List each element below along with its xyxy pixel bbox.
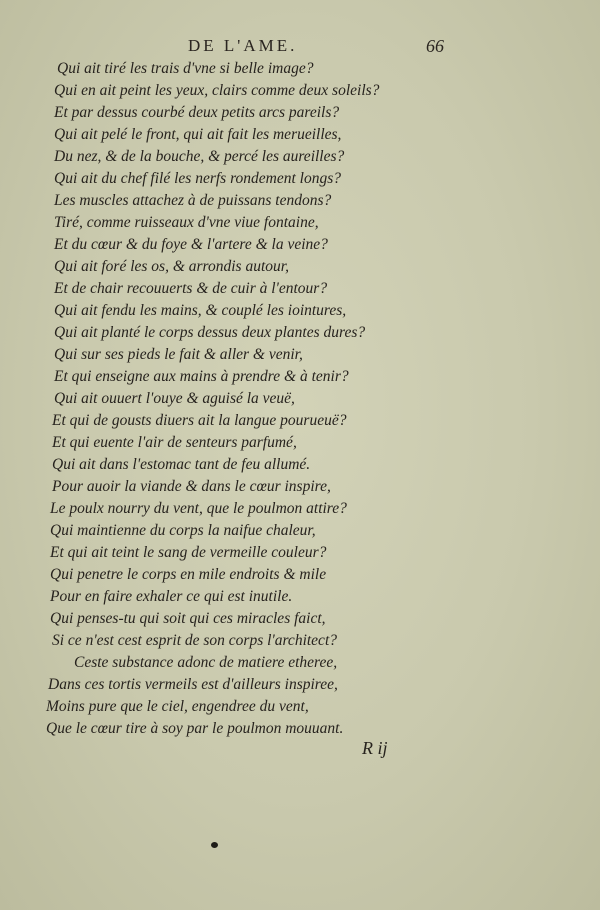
- verse-line: Qui ait du chef filé les nerfs rondement longs?: [54, 170, 341, 187]
- page-number: 66: [426, 36, 444, 56]
- verse-line: Tiré, comme ruisseaux d'vne viue fontaine,: [54, 214, 319, 231]
- verse-line: Et par dessus courbé deux petits arcs pareils?: [54, 104, 340, 121]
- verse-line: Du nez, & de la bouche, & percé les aureilles?: [54, 148, 345, 165]
- page-header: [0, 36, 600, 60]
- verse-line: Qui ait dans l'estomac tant de feu allumé.: [52, 456, 311, 473]
- verse-line: Et du cœur & du foye & l'artere & la veine?: [54, 236, 328, 253]
- verse-line: Moins pure que le ciel, engendree du vent,: [46, 698, 309, 715]
- verse-line: Et de chair recouuerts & de cuir à l'entour?: [54, 280, 328, 297]
- verse-line: Qui sur ses pieds le fait & aller & venir,: [54, 346, 303, 363]
- verse-line: Qui ait foré les os, & arrondis autour,: [54, 258, 289, 275]
- verse-line: Et qui enseigne aux mains à prendre & à tenir?: [54, 368, 349, 385]
- verse-line: Qui maintienne du corps la naifue chaleur,: [50, 522, 316, 539]
- verse-line: Et qui euente l'air de senteurs parfumé,: [52, 434, 297, 451]
- signature-mark: R ij: [362, 738, 388, 758]
- running-head: DE L'AME.: [188, 36, 298, 55]
- verse-line: Et qui de gousts diuers ait la langue pourueuë?: [52, 412, 347, 429]
- verse-line: Les muscles attachez à de puissans tendons?: [54, 192, 332, 209]
- verse-line: Qui ait pelé le front, qui ait fait les merueilles,: [54, 126, 342, 143]
- verse-line: Que le cœur tire à soy par le poulmon mouuant.: [46, 720, 344, 737]
- verse-line: Qui ait planté le corps dessus deux plantes dures?: [54, 324, 366, 341]
- verse-line: Qui ait tiré les trais d'vne si belle image?: [57, 60, 314, 77]
- ink-dot: [211, 842, 218, 848]
- verse-line: Si ce n'est cest esprit de son corps l'architect?: [52, 632, 337, 649]
- verse-line: Ceste substance adonc de matiere etheree,: [74, 654, 338, 671]
- verse-line: Qui ait fendu les mains, & couplé les iointures,: [54, 302, 347, 319]
- verse-line: Qui en ait peint les yeux, clairs comme deux soleils?: [54, 82, 380, 99]
- verse-line: Dans ces tortis vermeils est d'ailleurs inspiree,: [48, 676, 338, 693]
- verse-line: Qui ait ouuert l'ouye & aguisé la veuë,: [54, 390, 295, 407]
- verse-line: Pour en faire exhaler ce qui est inutile.: [50, 588, 293, 605]
- verse-line: Et qui ait teint le sang de vermeille couleur?: [50, 544, 327, 561]
- verse-line: Qui penses-tu qui soit qui ces miracles faict,: [50, 610, 326, 627]
- verse-line: Le poulx nourry du vent, que le poulmon attire?: [50, 500, 347, 517]
- verse-line: Qui penetre le corps en mile endroits & mile: [50, 566, 327, 583]
- verse-text: [0, 58, 600, 740]
- verse-line: Pour auoir la viande & dans le cœur inspire,: [52, 478, 331, 495]
